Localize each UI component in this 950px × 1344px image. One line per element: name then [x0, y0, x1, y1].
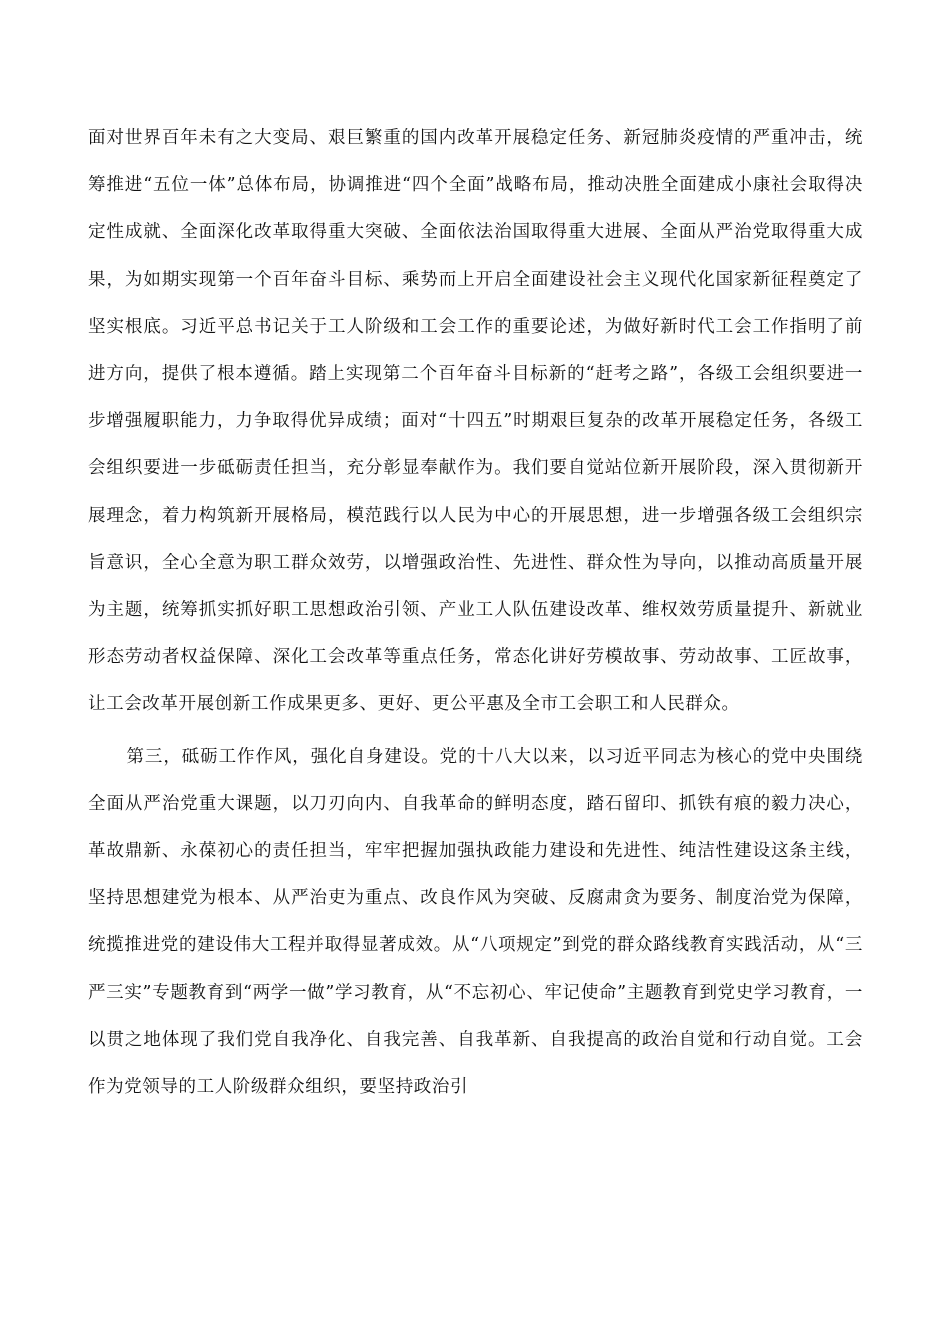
document-page: [88, 115, 863, 1111]
paragraph-section-three: 第三，砥砺工作作风，强化自身建设。党的十八大以来，以习近平同志为核心的党中央围绕全面从严治党重大课题，以刀刃向内、自我革命的鲜明态度，踏石留印、抓铁有痕的毅力决心，革故鼎新、永葆初心的责任担当，牢牢把握加强执政能力建设和先进性、纯洁性建设这条主线，坚持思想建党为根本、从严治吏为重点、改良作风为突破、反腐肃贪为要务、制度治党为保障，统揽推进党的建设伟大工程并取得显著成效。从“八项规定”到党的群众路线教育实践活动，从“三严三实”专题教育到“两学一做”学习教育，从“不忘初心、牢记使命”主题教育到党史学习教育，一以贯之地体现了我们党自我净化、自我完善、自我革新、自我提高的政治自觉和行动自觉。工会作为党领导的工人阶级群众组织，要坚持政治引: [88, 746, 863, 1098]
paragraph-continued: 面对世界百年未有之大变局、艰巨繁重的国内改革开展稳定任务、新冠肺炎疫情的严重冲击，统筹推进“五位一体”总体布局，协调推进“四个全面”战略布局，推动决胜全面建成小康社会取得决定性成就、全面深化改革取得重大突破、全面依法治国取得重大进展、全面从严治党取得重大成果，为如期实现第一个百年奋斗目标、乘势而上开启全面建设社会主义现代化国家新征程奠定了坚实根底。习近平总书记关于工人阶级和工会工作的重要论述，为做好新时代工会工作指明了前进方向，提供了根本遵循。踏上实现第二个百年奋斗目标新的“赶考之路”，各级工会组织要进一步增强履职能力，力争取得优异成绩；面对“十四五”时期艰巨复杂的改革开展稳定任务，各级工会组织要进一步砥砺责任担当，充分彰显奉献作为。我们要自觉站位新开展阶段，深入贯彻新开展理念，着力构筑新开展格局，模范践行以人民为中心的开展思想，进一步增强各级工会组织宗旨意识，全心全意为职工群众效劳，以增强政治性、先进性、群众性为导向，以推动高质量开展为主题，统筹抓实抓好职工思想政治引领、产业工人队伍建设改革、维权效劳质量提升、新就业形态劳动者权益保障、深化工会改革等重点任务，常态化讲好劳模故事、劳动故事、工匠故事，让工会改革开展创新工作成果更多、更好、更公平惠及全市工会职工和人民群众。: [88, 128, 863, 715]
